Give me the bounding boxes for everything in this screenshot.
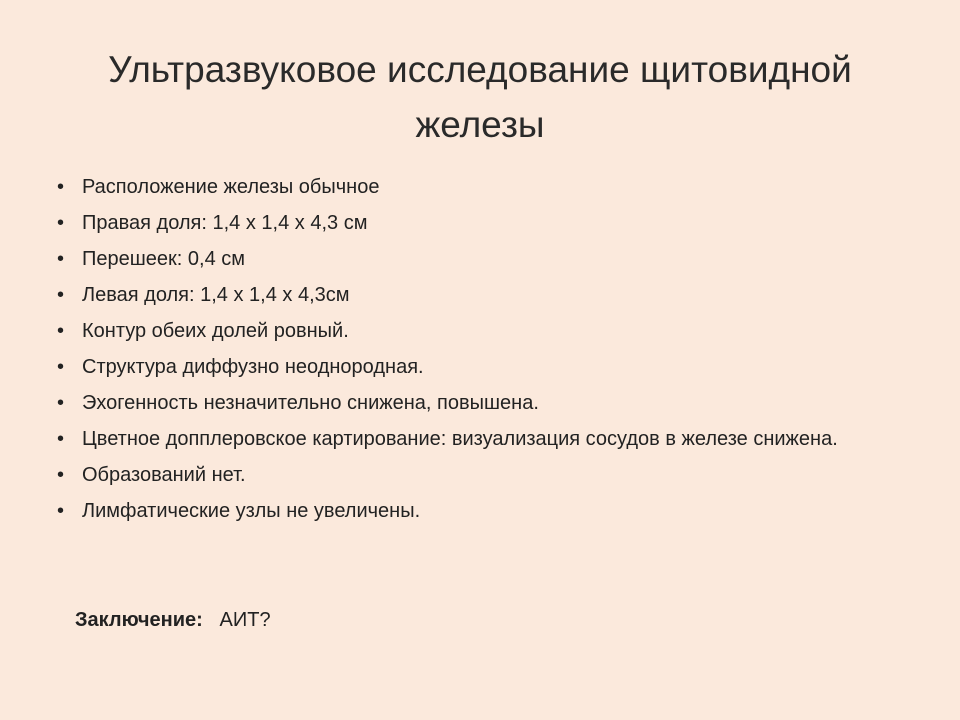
conclusion-value: АИТ? xyxy=(219,609,271,631)
finding-left-lobe xyxy=(57,280,917,311)
conclusion-label: Заключение: xyxy=(75,609,203,631)
bullet-dot-icon: • xyxy=(57,392,65,414)
finding-structure xyxy=(57,352,917,383)
finding-echogenicity-text: Эхогенность незначительно снижена, повышена. xyxy=(82,392,539,414)
finding-structure-text: Структура диффузно неоднородная. xyxy=(82,356,424,378)
bullet-dot-icon: • xyxy=(57,428,65,450)
finding-color-doppler-text: Цветное допплеровское картирование: визуализация сосудов в железе снижена. xyxy=(82,428,838,450)
finding-isthmus xyxy=(57,244,917,275)
bullet-dot-icon: • xyxy=(57,176,65,198)
finding-formations-text: Образований нет. xyxy=(82,464,246,486)
finding-lymph-nodes xyxy=(57,496,917,527)
bullet-dot-icon: • xyxy=(57,464,65,486)
bullet-dot-icon: • xyxy=(57,356,65,378)
bullet-dot-icon: • xyxy=(57,500,65,522)
bullet-dot-icon: • xyxy=(57,284,65,306)
conclusion xyxy=(75,605,271,636)
finding-color-doppler xyxy=(57,424,917,455)
finding-right-lobe xyxy=(57,208,917,239)
finding-left-lobe-text: Левая доля: 1,4 х 1,4 х 4,3см xyxy=(82,284,350,306)
conclusion-spacer xyxy=(208,609,214,631)
finding-location xyxy=(57,172,917,203)
slide-title xyxy=(60,42,900,152)
finding-location-text: Расположение железы обычное xyxy=(82,176,380,198)
finding-lymph-nodes-text: Лимфатические узлы не увеличены. xyxy=(82,500,421,522)
finding-right-lobe-text: Правая доля: 1,4 х 1,4 х 4,3 см xyxy=(82,212,368,234)
bullet-dot-icon: • xyxy=(57,248,65,270)
finding-contour-text: Контур обеих долей ровный. xyxy=(82,320,349,342)
findings-list xyxy=(57,172,917,532)
bullet-dot-icon: • xyxy=(57,212,65,234)
bullet-dot-icon: • xyxy=(57,320,65,342)
finding-contour xyxy=(57,316,917,347)
finding-echogenicity xyxy=(57,388,917,419)
finding-formations xyxy=(57,460,917,491)
finding-isthmus-text: Перешеек: 0,4 см xyxy=(82,248,246,270)
slide-title-line-1: Ультразвуковое исследование щитовидной xyxy=(108,49,852,90)
slide-title-line-2: железы xyxy=(415,104,545,145)
